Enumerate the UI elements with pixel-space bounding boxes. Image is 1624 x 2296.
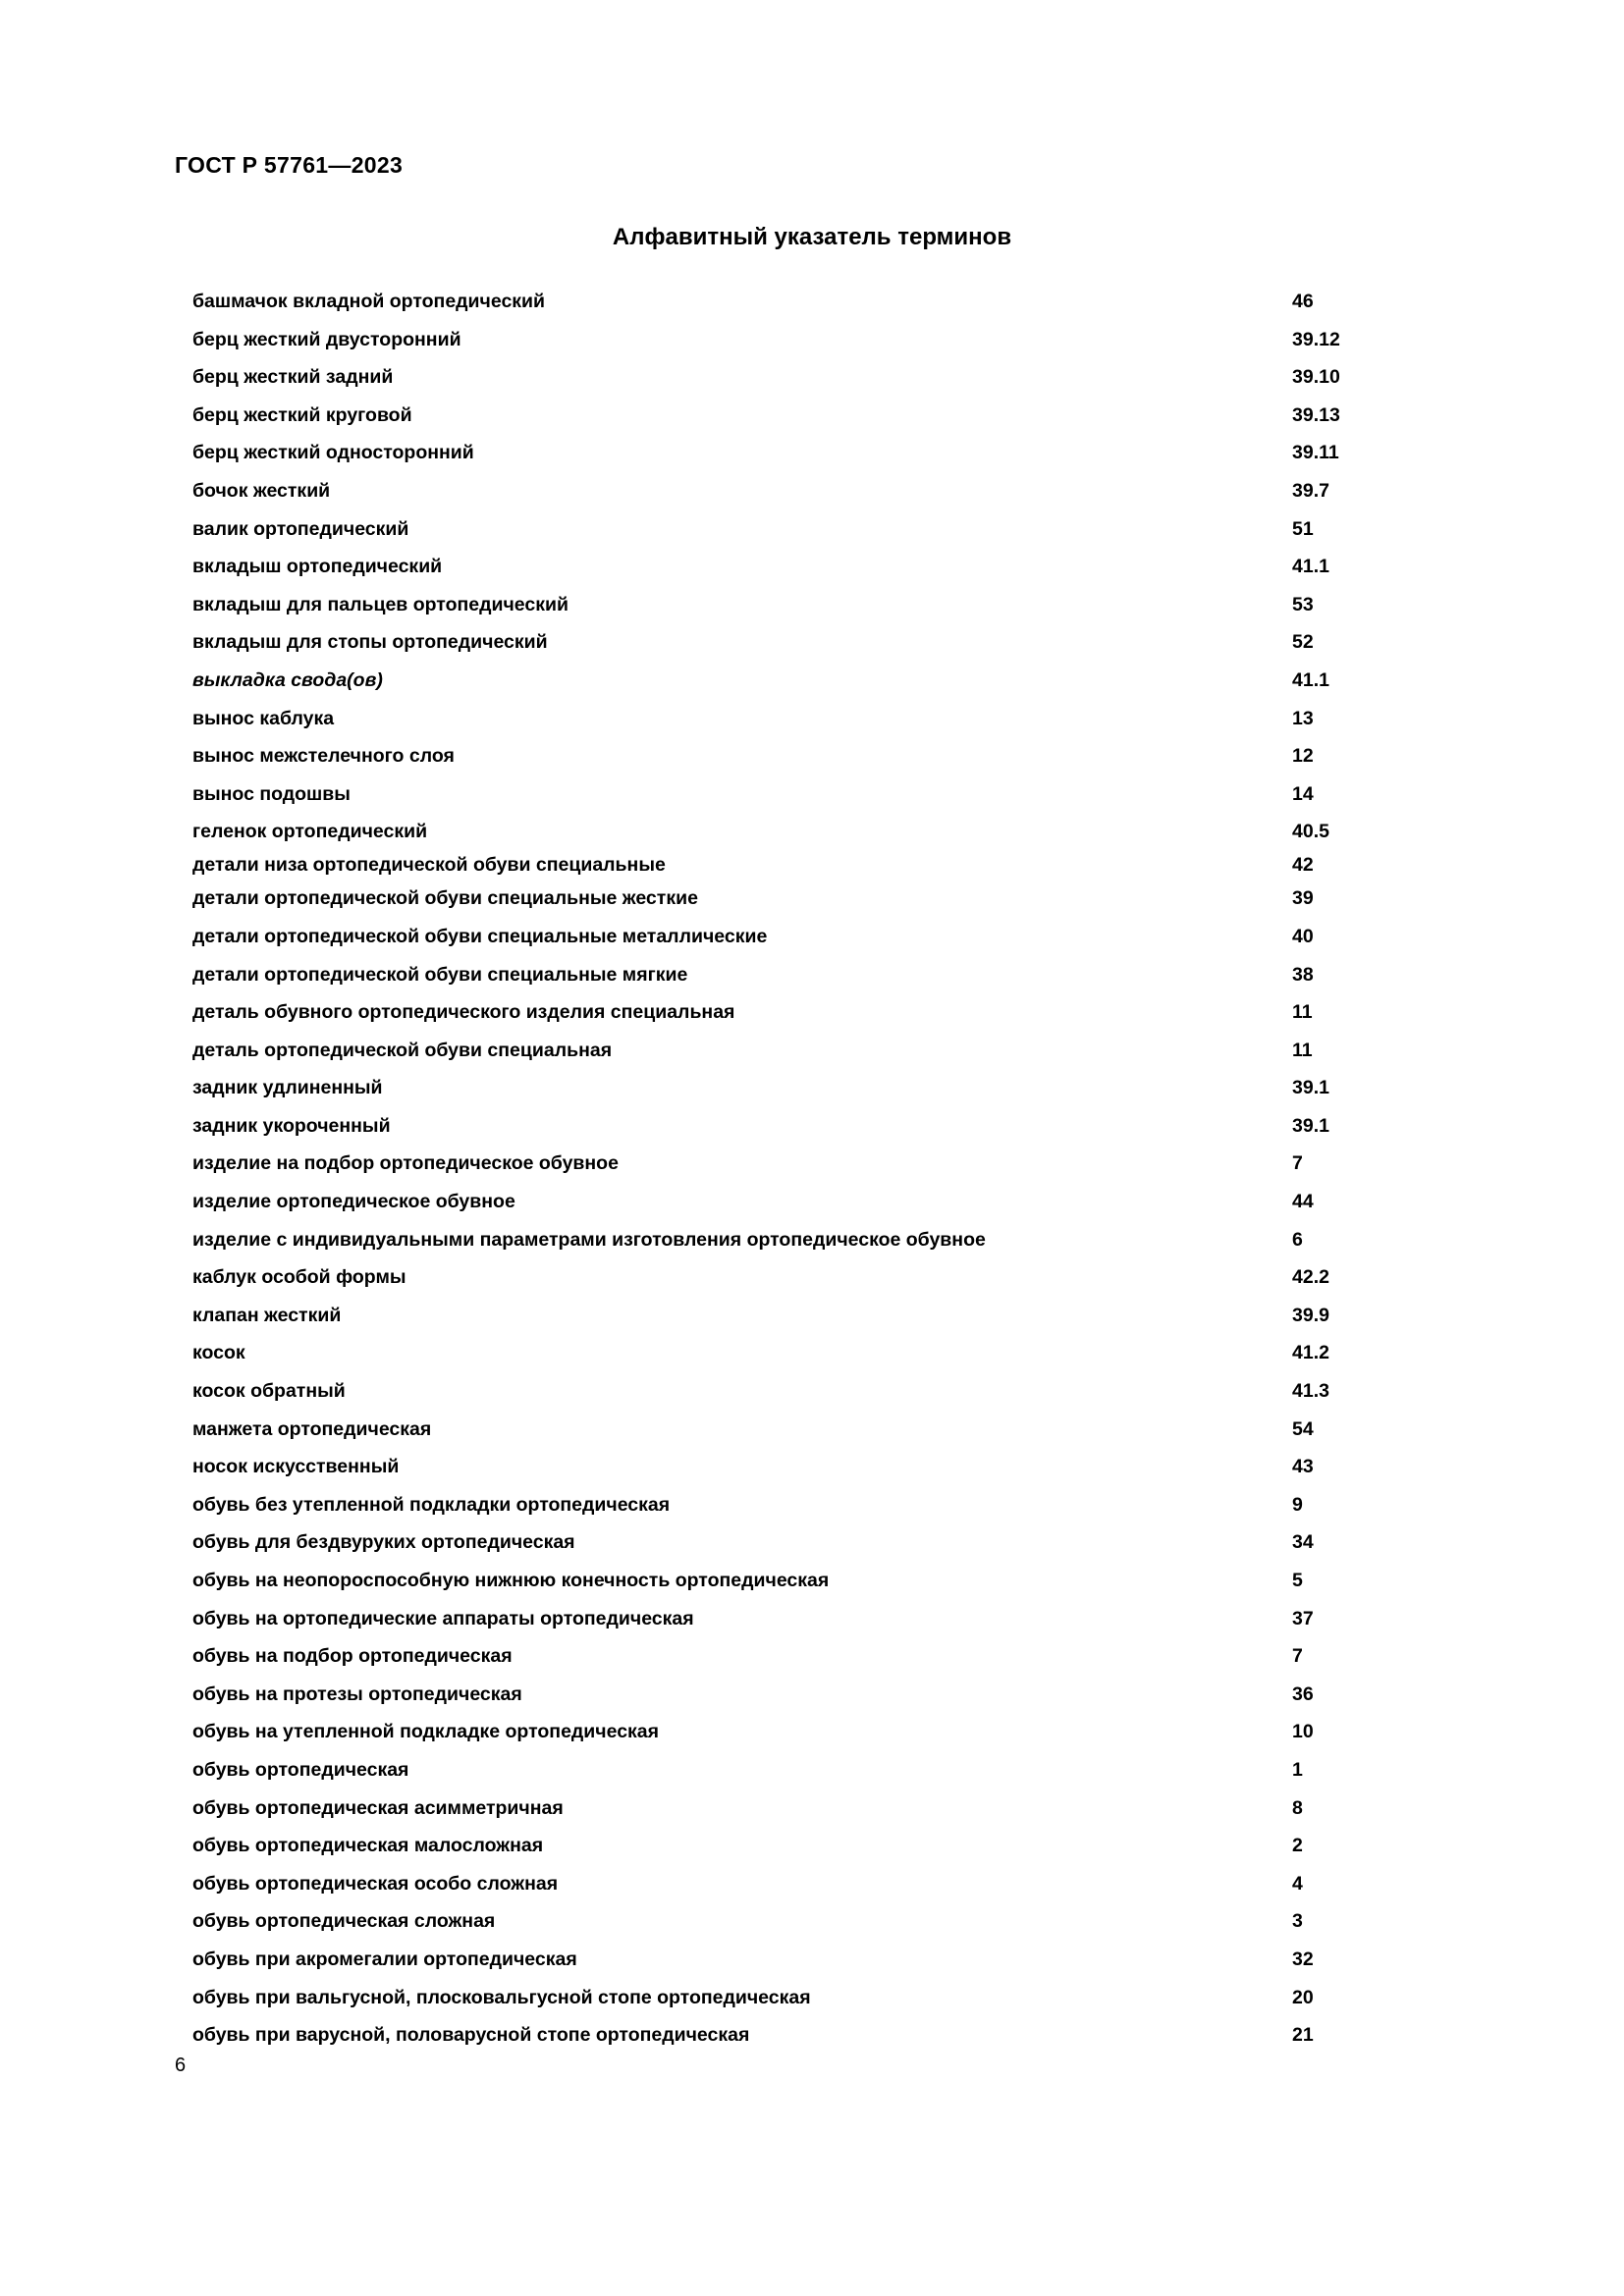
index-clause-number: 32 [1292, 1948, 1314, 1970]
index-entry [192, 1040, 1513, 1078]
index-entry [192, 1152, 1513, 1191]
index-clause-number: 8 [1292, 1796, 1303, 1819]
index-clause-number: 37 [1292, 1607, 1314, 1629]
index-clause-number: 52 [1292, 631, 1314, 654]
alphabetical-index-list [192, 291, 1513, 2062]
index-entry [192, 594, 1513, 632]
index-term: вынос подошвы [192, 782, 351, 805]
index-term: обувь на ортопедические аппараты ортопедическая [192, 1607, 694, 1629]
index-entry [192, 1570, 1513, 1608]
index-clause-number: 2 [1292, 1835, 1303, 1857]
index-term: обувь на утепленной подкладке ортопедическая [192, 1721, 660, 1743]
index-term: вынос межстелечного слоя [192, 745, 455, 768]
index-entry [192, 1456, 1513, 1494]
index-term: обувь для бездвуруких ортопедическая [192, 1531, 575, 1554]
index-term: обувь ортопедическая малосложная [192, 1835, 544, 1857]
index-term: задник удлиненный [192, 1077, 383, 1099]
index-term: детали ортопедической обуви специальные металлические [192, 925, 768, 947]
index-clause-number: 54 [1292, 1417, 1314, 1440]
index-entry [192, 854, 1513, 887]
index-entry [192, 556, 1513, 594]
index-clause-number: 36 [1292, 1682, 1314, 1705]
index-entry [192, 708, 1513, 746]
index-entry [192, 518, 1513, 557]
index-entry [192, 1949, 1513, 1987]
index-term: носок искусственный [192, 1456, 400, 1478]
index-term: обувь ортопедическая [192, 1758, 409, 1781]
index-clause-number: 41.2 [1292, 1342, 1329, 1364]
index-clause-number: 39.1 [1292, 1077, 1329, 1099]
index-entry [192, 745, 1513, 783]
index-term: валик ортопедический [192, 517, 409, 540]
index-clause-number: 42.2 [1292, 1266, 1329, 1289]
index-term: изделие на подбор ортопедическое обувное [192, 1152, 619, 1175]
index-term: деталь ортопедической обуви специальная [192, 1039, 613, 1061]
index-entry [192, 1835, 1513, 1873]
index-term: детали ортопедической обуви специальные жесткие [192, 887, 698, 910]
index-entry [192, 1342, 1513, 1380]
index-clause-number: 40 [1292, 925, 1314, 947]
index-entry [192, 329, 1513, 367]
index-term: берц жесткий односторонний [192, 442, 474, 464]
index-clause-number: 39.9 [1292, 1304, 1329, 1326]
index-entry [192, 1191, 1513, 1229]
index-clause-number: 51 [1292, 517, 1314, 540]
index-clause-number: 39.13 [1292, 403, 1340, 426]
index-entry [192, 366, 1513, 404]
index-entry [192, 1910, 1513, 1949]
index-term: косок обратный [192, 1380, 346, 1403]
index-entry [192, 1683, 1513, 1722]
index-clause-number: 39.7 [1292, 479, 1329, 502]
index-term: обувь при варусной, половарусной стопе ортопедическая [192, 2024, 750, 2047]
index-clause-number: 39 [1292, 887, 1314, 910]
index-entry [192, 631, 1513, 669]
index-entry [192, 442, 1513, 480]
index-entry [192, 1305, 1513, 1343]
index-clause-number: 10 [1292, 1721, 1314, 1743]
index-term: вынос каблука [192, 707, 335, 729]
index-clause-number: 41.1 [1292, 668, 1329, 691]
index-term: берц жесткий двусторонний [192, 328, 461, 350]
index-clause-number: 39.11 [1292, 442, 1339, 464]
index-clause-number: 1 [1292, 1758, 1303, 1781]
index-entry [192, 1229, 1513, 1267]
index-clause-number: 3 [1292, 1910, 1303, 1933]
index-clause-number: 21 [1292, 2024, 1314, 2047]
index-term: башмачок вкладной ортопедический [192, 291, 546, 312]
index-entry [192, 1115, 1513, 1153]
index-entry [192, 1873, 1513, 1911]
index-entry [192, 926, 1513, 964]
index-entry [192, 1759, 1513, 1797]
index-term: детали ортопедической обуви специальные мягкие [192, 963, 688, 986]
index-clause-number: 34 [1292, 1531, 1314, 1554]
index-clause-number: 7 [1292, 1645, 1303, 1668]
index-clause-number: 40.5 [1292, 821, 1329, 843]
index-clause-number: 41.3 [1292, 1380, 1329, 1403]
index-term: обувь при вальгусной, плосковальгусной стопе ортопедическая [192, 1986, 811, 2008]
index-entry [192, 1608, 1513, 1646]
index-term: обувь на подбор ортопедическая [192, 1645, 513, 1668]
index-term: выкладка свода(ов) [192, 668, 383, 691]
index-clause-number: 39.12 [1292, 328, 1340, 350]
index-clause-number: 11 [1292, 1039, 1313, 1061]
index-clause-number: 13 [1292, 707, 1314, 729]
index-clause-number: 42 [1292, 854, 1314, 877]
index-clause-number: 12 [1292, 745, 1314, 768]
index-term: деталь обувного ортопедического изделия специальная [192, 1001, 735, 1024]
index-entry [192, 783, 1513, 822]
index-entry [192, 1266, 1513, 1305]
index-term: изделие ортопедическое обувное [192, 1191, 515, 1213]
index-term: берц жесткий круговой [192, 403, 412, 426]
index-clause-number: 6 [1292, 1228, 1303, 1251]
index-term: вкладыш для стопы ортопедический [192, 631, 548, 654]
index-clause-number: 7 [1292, 1152, 1303, 1175]
page-number: 6 [175, 2055, 187, 2076]
index-term: манжета ортопедическая [192, 1417, 432, 1440]
index-term: косок [192, 1342, 245, 1364]
index-clause-number: 39.10 [1292, 366, 1340, 389]
index-entry [192, 1721, 1513, 1759]
index-clause-number: 44 [1292, 1191, 1314, 1213]
index-clause-number: 53 [1292, 593, 1314, 615]
index-clause-number: 41.1 [1292, 556, 1329, 578]
index-term: обувь на неопороспособную нижнюю конечность ортопедическая [192, 1570, 830, 1591]
index-term: геленок ортопедический [192, 821, 428, 843]
index-term: задник укороченный [192, 1114, 391, 1137]
index-entry [192, 669, 1513, 708]
index-term: бочок жесткий [192, 479, 331, 502]
index-clause-number: 39.1 [1292, 1114, 1329, 1137]
index-clause-number: 38 [1292, 963, 1314, 986]
index-term: обувь без утепленной подкладки ортопедическая [192, 1493, 671, 1516]
index-clause-number: 46 [1292, 291, 1314, 312]
index-clause-number: 14 [1292, 782, 1314, 805]
index-entry [192, 1797, 1513, 1836]
index-clause-number: 43 [1292, 1456, 1314, 1478]
index-clause-number: 4 [1292, 1872, 1303, 1895]
index-term: детали низа ортопедической обуви специальные [192, 854, 666, 877]
index-entry [192, 1494, 1513, 1532]
index-term: вкладыш ортопедический [192, 556, 443, 578]
index-entry [192, 1001, 1513, 1040]
index-entry [192, 964, 1513, 1002]
index-entry [192, 1531, 1513, 1570]
index-entry [192, 821, 1513, 854]
index-entry [192, 1418, 1513, 1457]
index-clause-number: 9 [1292, 1493, 1303, 1516]
index-clause-number: 20 [1292, 1986, 1314, 2008]
index-term: обувь ортопедическая асимметричная [192, 1796, 564, 1819]
index-term: вкладыш для пальцев ортопедический [192, 593, 568, 615]
index-entry [192, 1645, 1513, 1683]
index-term: обувь на протезы ортопедическая [192, 1682, 522, 1705]
index-entry [192, 887, 1513, 926]
page-title: Алфавитный указатель терминов [612, 224, 1012, 250]
index-entry [192, 291, 1513, 329]
index-term: обувь при акромегалии ортопедическая [192, 1948, 577, 1970]
index-term: берц жесткий задний [192, 366, 394, 389]
index-entry [192, 404, 1513, 443]
index-entry [192, 2024, 1513, 2062]
index-term: обувь ортопедическая особо сложная [192, 1872, 559, 1895]
index-entry [192, 480, 1513, 518]
index-entry [192, 1380, 1513, 1418]
document-header: ГОСТ Р 57761—2023 [175, 152, 404, 178]
index-term: каблук особой формы [192, 1266, 406, 1289]
index-term: клапан жесткий [192, 1304, 342, 1326]
index-term: изделие с индивидуальными параметрами изготовления ортопедическое обувное [192, 1228, 986, 1251]
index-clause-number: 11 [1292, 1001, 1313, 1024]
index-entry [192, 1987, 1513, 2025]
index-entry [192, 1077, 1513, 1115]
index-term: обувь ортопедическая сложная [192, 1910, 496, 1933]
index-clause-number: 5 [1292, 1570, 1303, 1591]
